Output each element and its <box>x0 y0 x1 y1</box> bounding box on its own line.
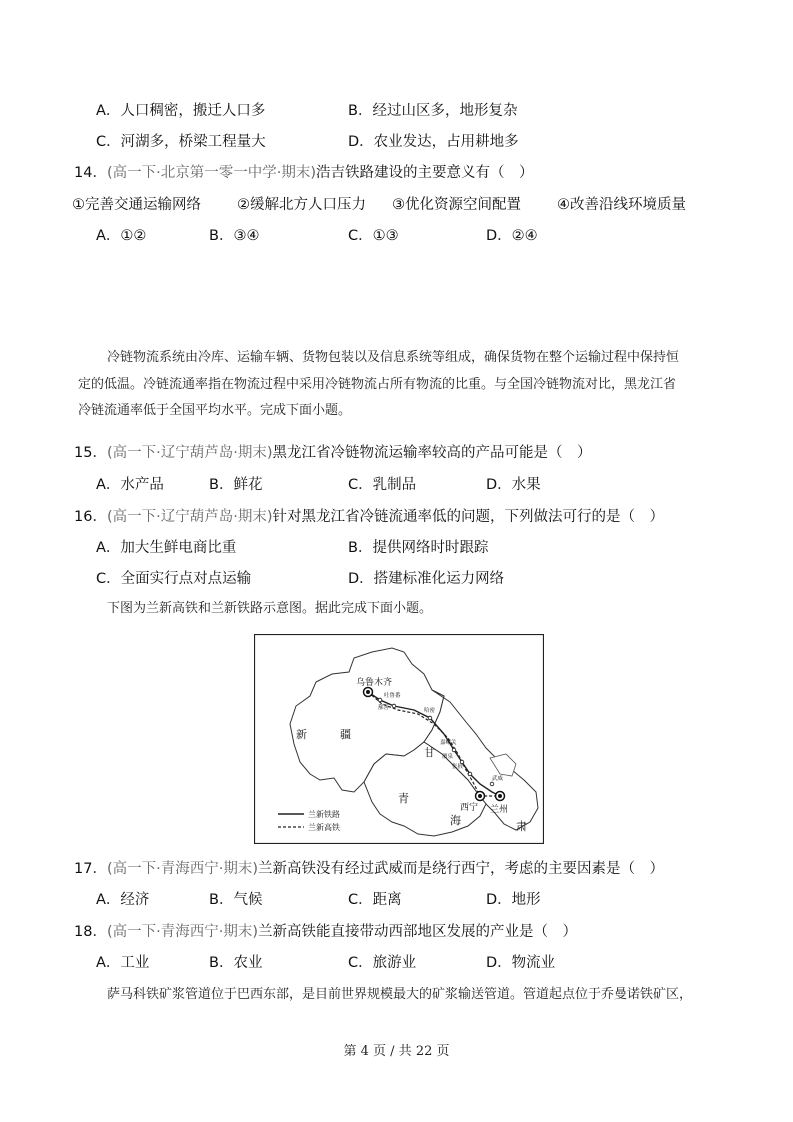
question-source: (高一下·青海西宁·期末) <box>106 861 258 877</box>
question-stem: 黑龙江省冷链物流运输率较高的产品可能是（ ） <box>272 445 592 461</box>
q14-option-d: D．②④ <box>486 228 538 244</box>
q15-option-b: B．鲜花 <box>209 477 263 493</box>
xining-label: 西宁 <box>460 803 479 813</box>
q17-option-c: C．距离 <box>348 892 402 908</box>
q15-option-c: C．乳制品 <box>348 477 417 493</box>
q17-stem-line <box>74 859 664 879</box>
question-number: 17． <box>74 861 107 877</box>
q14-option-c: C．①③ <box>348 228 399 244</box>
shanshan-label: 鄯善 <box>378 705 390 711</box>
q13-option-c: C．河湖多，桥梁工程量大 <box>96 134 266 150</box>
q13-option-d: D．农业发达，占用耕地多 <box>348 134 519 150</box>
q16-stem-line <box>74 507 664 527</box>
legend-railway-label: 兰新铁路 <box>308 810 340 819</box>
q17-option-a: A．经济 <box>96 892 150 908</box>
q14-option-a: A．①② <box>96 228 147 244</box>
question-stem: 针对黑龙江省冷链流通率低的问题，下列做法可行的是（ ） <box>272 509 664 525</box>
zhangye-label: 张掖 <box>452 764 464 770</box>
hami-label: 哈密 <box>424 708 436 714</box>
jiayuguan-label: 嘉峪关 <box>440 740 457 746</box>
qinghai-label-1: 青 <box>398 792 409 805</box>
lanxin-railway-map <box>254 634 544 844</box>
question-number: 16． <box>74 509 107 525</box>
urumqi-label: 乌鲁木齐 <box>356 678 393 688</box>
lanzhou-label: 兰州 <box>490 805 509 815</box>
question-number: 14． <box>74 165 107 181</box>
passage-lanxin-intro <box>78 596 728 623</box>
legend-highspeed-label: 兰新高铁 <box>308 823 340 832</box>
q16-option-b: B．提供网络时时跟踪 <box>348 540 489 556</box>
question-source: (高一下·辽宁葫芦岛·期末) <box>106 445 273 461</box>
passage-line: 冷链流通率低于全国平均水平。完成下面小题。 <box>78 403 352 418</box>
q18-option-b: B．农业 <box>209 955 263 971</box>
q13-option-a: A．人口稠密，搬迁人口多 <box>96 103 266 119</box>
xinjiang-label-2: 疆 <box>340 728 351 741</box>
q14-item-1: ①完善交通运输网络 <box>72 197 201 213</box>
question-source: (高一下·北京第一零一中学·期末) <box>106 165 316 181</box>
passage-line: 冷链物流系统由冷库、运输车辆、货物包装以及信息系统等组成，确保货物在整个运输过程中保持恒 <box>107 350 680 365</box>
passage-line: 下图为兰新高铁和兰新铁路示意图。据此完成下面小题。 <box>107 601 433 616</box>
wuwei-label: 武威 <box>492 776 504 782</box>
q13-option-b: B．经过山区多，地形复杂 <box>348 103 518 119</box>
q16-option-a: A．加大生鲜电商比重 <box>96 540 237 556</box>
question-source: (高一下·辽宁葫芦岛·期末) <box>106 509 273 525</box>
q18-option-c: C．旅游业 <box>348 955 417 971</box>
q18-option-a: A．工业 <box>96 955 150 971</box>
question-stem: 浩吉铁路建设的主要意义有（ ） <box>315 165 534 181</box>
q16-option-d: D．搭建标准化运力网络 <box>348 571 505 587</box>
question-stem: 兰新高铁能直接带动西部地区发展的产业是（ ） <box>258 924 577 940</box>
q17-option-d: D．地形 <box>486 892 541 908</box>
passage-line: 定的低温。冷链流通率指在物流过程中采用冷链物流占所有物流的比重。与全国冷链物流对比，黑龙江省 <box>78 376 677 392</box>
q14-item-3: ③优化资源空间配置 <box>392 197 521 213</box>
q15-option-d: D．水果 <box>486 477 541 493</box>
q14-item-2: ②缓解北方人口压力 <box>237 197 366 213</box>
gansu-label-1: 甘 <box>424 746 435 759</box>
q14-stem-line <box>74 163 533 183</box>
turpan-label: 吐鲁番 <box>384 693 401 699</box>
q15-option-a: A．水产品 <box>96 477 164 493</box>
xinjiang-label-1: 新 <box>296 728 307 741</box>
gansu-label-2: 肃 <box>516 820 527 833</box>
question-number: 15． <box>74 445 107 461</box>
qinghai-label-2: 海 <box>450 814 461 827</box>
q15-stem-line <box>74 443 592 463</box>
passage-cold-chain <box>78 345 728 425</box>
jiuquan-label: 酒泉 <box>442 754 454 760</box>
question-number: 18． <box>74 924 107 940</box>
question-source: (高一下·青海西宁·期末) <box>106 924 258 940</box>
q18-stem-line <box>74 922 577 942</box>
passage-line: 萨马科铁矿浆管道位于巴西东部，是目前世界规模最大的矿浆输送管道。管道起点位于乔曼诺铁矿区， <box>107 987 693 1002</box>
passage-samarco <box>78 982 728 1009</box>
q14-option-b: B．③④ <box>209 228 260 244</box>
page-footer: 第 4 页 / 共 22 页 <box>343 1044 450 1059</box>
q18-option-d: D．物流业 <box>486 955 556 971</box>
q14-item-4: ④改善沿线环境质量 <box>557 197 686 213</box>
q17-option-b: B．气候 <box>209 892 263 908</box>
question-stem: 兰新高铁没有经过武威而是绕行西宁，考虑的主要因素是（ ） <box>258 861 664 877</box>
q16-option-c: C．全面实行点对点运输 <box>96 571 252 587</box>
